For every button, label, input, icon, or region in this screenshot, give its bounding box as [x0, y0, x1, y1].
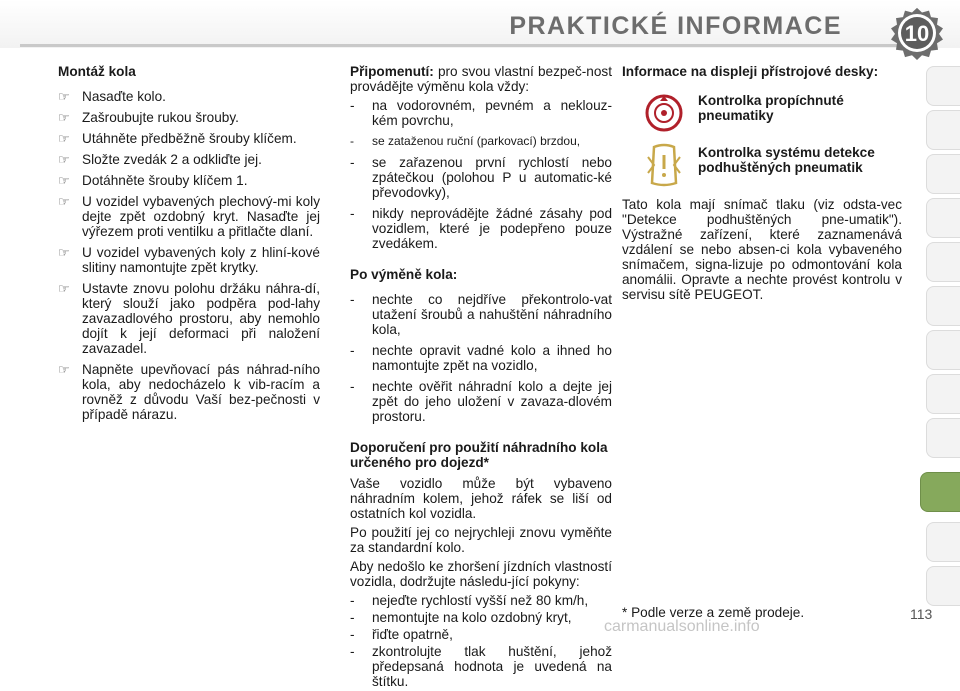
list-item: - nejeďte rychlostí vyšší než 80 km/h, — [350, 593, 589, 608]
column-safety — [350, 64, 612, 691]
chapter-tab[interactable] — [926, 522, 960, 562]
warning-light-item — [622, 145, 902, 193]
list-item: - nechte ověřit náhradní kolo a dejte jej zpět do jeho uložení v zavaza-dlovém prostoru. — [350, 379, 612, 424]
hand-pointer-icon: ☞ — [58, 89, 70, 104]
watermark: carmanualsonline.info — [604, 618, 760, 635]
reminder-paragraph — [350, 64, 612, 94]
chapter-tab[interactable] — [926, 154, 960, 194]
header-rule — [20, 44, 900, 47]
chapter-tab[interactable] — [926, 198, 960, 238]
tire-puncture-warning-icon — [642, 91, 686, 135]
list-item: - řiďte opatrně, — [350, 627, 453, 642]
list-item: ☞ Zašroubujte rukou šrouby. — [58, 110, 239, 125]
chapter-tab[interactable] — [926, 374, 960, 414]
list-item: ☞ Ustavte znovu polohu držáku náhra-dí, který slouží jako podpěra pod-lahy zavazadlového prostoru, aby nemohlo dojít k její deformaci při naložení zavazadel. — [58, 281, 320, 356]
warning-light-item — [622, 93, 902, 141]
hand-pointer-icon: ☞ — [58, 245, 70, 260]
column-display-info — [622, 64, 902, 306]
hand-pointer-icon: ☞ — [58, 281, 70, 296]
paragraph: Po použití jej co nejrychleji znovu vyměňte za standardní kolo. — [350, 525, 612, 555]
reminder-text: pro svou vlastní bezpeč-nost provádějte výměnu kola vždy: — [350, 64, 612, 94]
column-wheel-fitting — [58, 64, 320, 428]
page-number: 113 — [910, 606, 933, 622]
list-item: - na vodorovném, pevném a neklouz-kém povrchu, — [350, 98, 612, 128]
chapter-tab[interactable] — [926, 242, 960, 282]
chapter-number: 10 — [904, 21, 930, 46]
paragraph: Tato kola mají snímač tlaku (viz odsta-vec "Detekce podhuštěných pne-umatik"). Výstražné zařízení, které zaznamenává vzdálení se nebo absen-ci kola vybaveného snímačem, signa-lizuje po odmontování kola anomálii. Opravte a nechte provést kontrolu v servisu sítě PEUGEOT. — [622, 197, 902, 302]
footnote: * Podle verze a země prodeje. — [622, 605, 805, 620]
chapter-tab[interactable] — [926, 110, 960, 150]
hand-pointer-icon: ☞ — [58, 131, 70, 146]
section-heading: Po výměně kola: — [350, 267, 458, 282]
chapter-tab-active[interactable] — [920, 472, 960, 512]
list-item: ☞ Nasaďte kolo. — [58, 89, 166, 104]
list-item: - nemontujte na kolo ozdobný kryt, — [350, 610, 572, 625]
list-item: - zkontrolujte tlak huštění, jehož předepsaná hodnota je uvedená na štítku. — [350, 644, 612, 689]
chapter-tabs — [926, 66, 960, 606]
hand-pointer-icon: ☞ — [58, 173, 70, 188]
chapter-tab[interactable] — [926, 286, 960, 326]
hand-pointer-icon: ☞ — [58, 362, 70, 377]
list-item: - se zataženou ruční (parkovací) brzdou, — [350, 134, 581, 148]
list-item: ☞ Dotáhněte šrouby klíčem 1. — [58, 173, 248, 188]
hand-pointer-icon: ☞ — [58, 110, 70, 125]
hand-pointer-icon: ☞ — [58, 152, 70, 167]
list-item: - nechte co nejdříve překontrolo-vat utažení šroubů a nahuštění náhradního kola, — [350, 292, 612, 337]
list-item: - nechte opravit vadné kolo a ihned ho namontujte zpět na vozidlo, — [350, 343, 612, 373]
list-item: ☞ U vozidel vybavených plechový-mi koly dejte zpět ozdobný kryt. Nasaďte jej výřezem proti ventilku a přitlačte dlaní. — [58, 194, 320, 239]
chapter-badge — [886, 6, 948, 62]
list-item: - se zařazenou první rychlostí nebo zpátečkou (polohou P u automatic-ké převodovky), — [350, 155, 612, 200]
paragraph: Aby nedošlo ke zhoršení jízdních vlastností vozidla, dodržujte následu-jící pokyny: — [350, 559, 612, 589]
list-item: ☞ U vozidel vybavených koly z hliní-kové slitiny namontujte zpět krytky. — [58, 245, 320, 275]
paragraph: Vaše vozidlo může být vybaveno náhradním kolem, jehož ráfek se liší od ostatních kol vozidla. — [350, 476, 612, 521]
chapter-tab[interactable] — [926, 66, 960, 106]
section-heading: Informace na displeji přístrojové desky: — [622, 64, 879, 79]
warning-label: Kontrolka systému detekce podhuštěných pneumatik — [698, 145, 875, 175]
warning-label: Kontrolka propíchnuté pneumatiky — [698, 93, 844, 123]
reminder-label: Připomenutí: — [350, 64, 434, 79]
section-heading: Montáž kola — [58, 64, 136, 79]
chapter-tab[interactable] — [926, 418, 960, 458]
chapter-tab[interactable] — [926, 566, 960, 606]
tire-pressure-system-warning-icon — [642, 143, 686, 187]
chapter-tab[interactable] — [926, 330, 960, 370]
hand-pointer-icon: ☞ — [58, 194, 70, 209]
list-item: - nikdy neprovádějte žádné zásahy pod vozidlem, které je podepřeno pouze zvedákem. — [350, 206, 612, 251]
list-item: ☞ Utáhněte předběžně šrouby klíčem. — [58, 131, 297, 146]
section-heading: Doporučení pro použití náhradního kola určeného pro dojezd* — [350, 440, 608, 470]
list-item: ☞ Složte zvedák 2 a odkliďte jej. — [58, 152, 262, 167]
list-item: ☞ Napněte upevňovací pás náhrad-ního kola, aby nedocházelo k vib-racím a rovněž z důvodu Vaší bez-pečnosti v případě nárazu. — [58, 362, 320, 422]
page-title: PRAKTICKÉ INFORMACE — [509, 12, 842, 40]
